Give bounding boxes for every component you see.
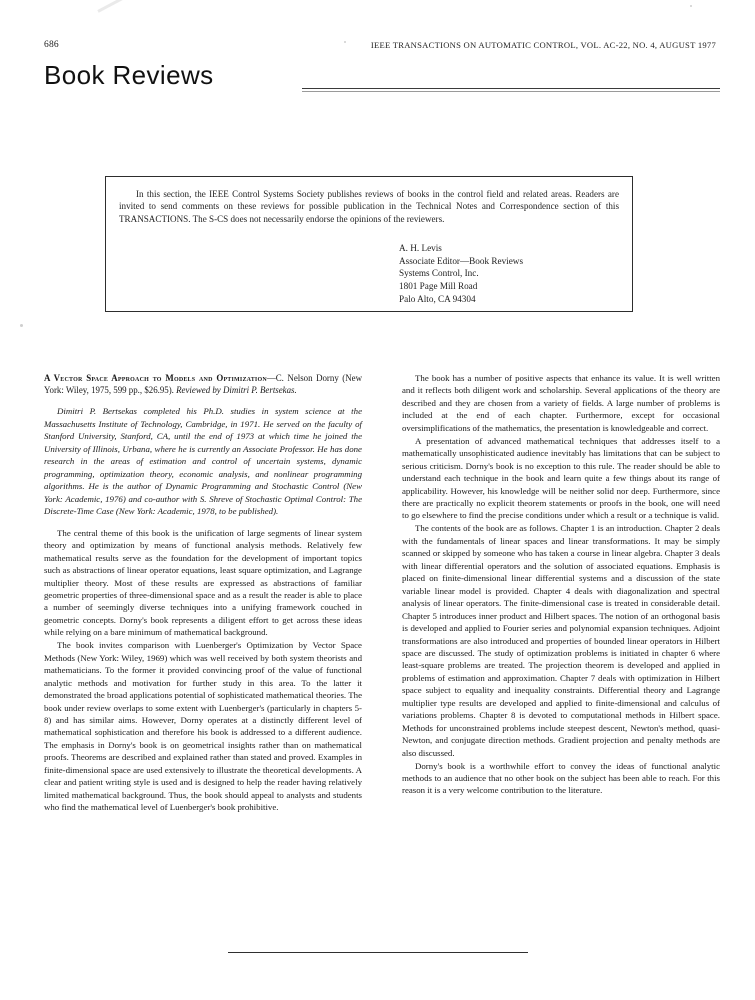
title-rule-secondary	[302, 91, 720, 92]
right-paragraph-2: A presentation of advanced mathematical techniques that addresses itself to a mathematically unsophisticated audience inevitably has limitations that can be subject to serious criticism. Dorny's book is no exception to this rule. The reader should be able to understand each technique in the book and learn quite a few things about its range of applicability. However, his knowledge will be neither solid nor deep. Furthermore, since there are practically no explicit theorem statements or proofs in the book, one will need to go elsewhere to find the precise conditions under which a result or a technique is valid.	[402, 435, 720, 521]
body-columns	[44, 372, 720, 932]
scan-artifact-top	[97, 0, 128, 13]
editor-city: Palo Alto, CA 94304	[399, 293, 476, 304]
reviewed-book-title: A Vector Space Approach to Models and Optimization	[44, 373, 267, 383]
right-paragraph-1: The book has a number of positive aspects that enhance its value. It is well written and it reflects both diligent work and scholarship. Several applications of the theory are described and they are chosen from a variety of fields. A large number of problems is included at the end of each chapter. Furthermore, except for occasional oversimplifications of the mathematics, the presentation is knowledgeable and correct.	[402, 373, 720, 433]
page-folio: 686	[44, 40, 59, 50]
review-headnote	[44, 372, 362, 396]
editorial-paragraph-text: In this section, the IEEE Control Systems Society publishes reviews of books in the control field and related areas. Readers are invited to send comments on these reviews for possible publication in the Technical Notes and Correspondence section of this TRANSACTIONS. The S-CS does not necessarily endorse the opinions of the reviewers.	[119, 189, 619, 224]
department-heading	[44, 60, 720, 106]
left-paragraph-1: The central theme of this book is the unification of large segments of linear system theory and optimization by means of functional analysis methods. Relatively few mathematical results serve as the foundation for the development of important topics such as abstractions of linear operator equations, least square optimization, and Lagrange multiplier theory. Most of these results are expressed as abstractions of familiar geometric properties of three-dimensional space and as a result the reader is able to place a number of seemingly diverse techniques into a unifying framework couched in geometric concepts. Dorny's book represents a diligent effort to get across these ideas while relying on a bare minimum of mathematical background.	[44, 527, 362, 638]
footer-rule	[228, 952, 528, 953]
editor-role: Associate Editor—Book Reviews	[399, 255, 524, 266]
scan-speck-1	[20, 324, 23, 327]
title-rule	[302, 88, 720, 89]
reviewed-book-imprint: —C. Nelson Dorny (New York: Wiley, 1975, 599 pp., $26.95).	[44, 373, 362, 396]
editorial-paragraph	[119, 188, 619, 225]
editor-signature	[119, 242, 619, 305]
editor-street: 1801 Page Mill Road	[399, 281, 478, 291]
right-column	[402, 372, 720, 797]
reviewer-biography: Dimitri P. Bertsekas completed his Ph.D. studies in system science at the Massachusetts Institute of Technology, Cambridge, in 1971. He served on the faculty of Stanford University, Stanford, CA, until the end of 1973 at which time he joined the University of Illinois, Urbana, where he is currently an Associate Professor. He has done research in the areas of estimation and control of uncertain systems, dynamic programming, optimization theory, economic analysis, and nonlinear programming algorithms. He is the author of Dynamic Programming and Stochastic Control (New York: Academic, 1976) and co-author with S. Shreve of Stochastic Optimal Control: The Discrete-Time Case (New York: Academic, 1978, to be published).	[44, 406, 362, 517]
right-paragraph-3: The contents of the book are as follows. Chapter 1 is an introduction. Chapter 2 deals with the fundamentals of linear spaces and linear transformations. It may be simply scanned or skipped by someone who has taken a course in linear algebra. Chapter 3 deals with linear differential operators and the solution of associated equations. Emphasis is placed on finite-dimensional linear differential systems and a discussion of the state variable linear model is provided. Chapter 4 deals with diagonalization and spectral analysis of linear operators. The finite-dimensional case is treated in considerable detail. Chapter 5 introduces inner product and Hilbert spaces. The notion of an orthogonal basis is developed and applied to Fourier series and polynomial expansion techniques. Adjoint transformations are also introduced and properties of bounded linear operators in Hilbert space are discussed. The study of optimization problems is initiated in chapter 6 where least-square problems are treated. The projection theorem is developed and applied in problems of estimation and approximation. Chapter 7 deals with optimization in Hilbert space subject to equality and inequality constraints. Differential theory and Lagrange multiplier type results are developed and applied to finite-dimensional and calculus of variations problems. Chapter 8 is devoted to computational methods in Hilbert space. Methods for unconstrained problems include steepest descent, Newton's method, quasi-Newton, and conjugate direction methods. Gradient projection and penalty methods are also discussed.	[402, 523, 720, 758]
editor-affiliation: Systems Control, Inc.	[399, 268, 479, 279]
left-column	[44, 372, 362, 814]
scan-speck-2	[344, 41, 346, 43]
page-title: Book Reviews	[44, 60, 214, 90]
left-paragraph-2: The book invites comparison with Luenberger's Optimization by Vector Space Methods (New York: Wiley, 1969) which was well received by both system theorists and mathematicians. To the former it provided convincing proof of the value of functional analytic methods and motivation for further study in this area. To the latter it demonstrated the broad applications potential of sophisticated mathematical theories. The book under review overlaps to some extent with Luenberger's (particularly in chapters 5-8) and has similar aims. However, Dorny operates at a distinctly different level of mathematical sophistication and therefore his book is addressed to a different audience. The emphasis in Dorny's book is on geometrical insights rather than on mathematical proofs. Theorems are described and explained rather than stated and proved. Examples in finite-dimensional space are used extensively to illustrate the theoretical developments. A clear and patient writing style is used and is designed to help the reader having relatively limited mathematical background. Thus, the book should appeal to analysts and students who find the mathematical level of Luenberger's book prohibitive.	[44, 640, 362, 813]
editorial-statement-box	[105, 176, 633, 312]
reviewer-credit: Reviewed by Dimitri P. Bertsekas.	[176, 385, 297, 396]
journal-citation: IEEE TRANSACTIONS ON AUTOMATIC CONTROL, VOL. AC-22, NO. 4, AUGUST 1977	[370, 40, 716, 50]
running-head	[44, 40, 716, 50]
editor-name: A. H. Levis	[399, 243, 442, 254]
scan-speck-3	[690, 5, 692, 7]
right-paragraph-4: Dorny's book is a worthwhile effort to convey the ideas of functional analytic methods to an audience that no other book on the subject has been able to reach. For this reason it is a very welcome contribution to the literature.	[402, 760, 720, 796]
